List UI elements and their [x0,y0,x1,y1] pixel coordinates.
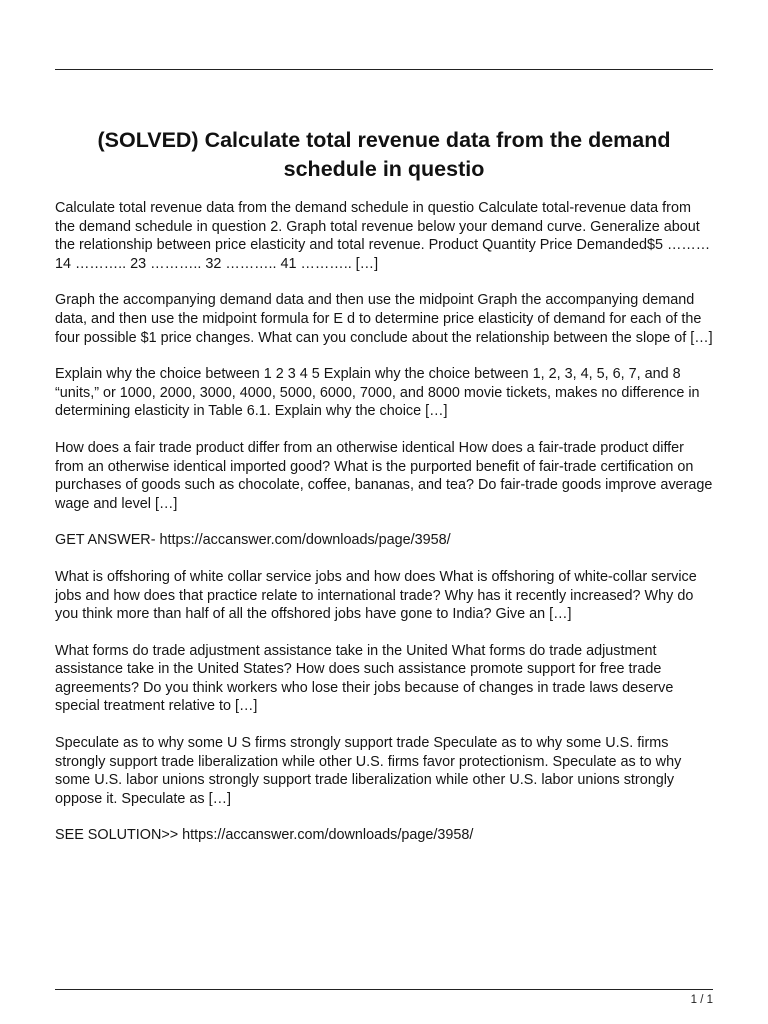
bottom-divider [55,989,713,990]
paragraph-trade-adjustment: What forms do trade adjustment assistance take in the United What forms do trade adjustment assistance take in the United States? How does such assistance promote support for free trade agreements? Do you think workers who lose their jobs because of changes in trade laws deserve special treatment relative to […] [55,642,674,715]
page-number: 1 / 1 [690,994,713,1006]
paragraph-offshoring: What is offshoring of white collar service jobs and how does What is offshoring of white-collar service jobs and how does that practice relate to international trade? Why has it recently increased? Why do you think more than half of all the offshored jobs have gone to India? Give an […] [55,568,697,623]
see-solution-link[interactable]: SEE SOLUTION>> https://accanswer.com/downloads/page/3958/ [55,827,474,844]
paragraph-fair-trade: How does a fair trade product differ from an otherwise identical How does a fair-trade product differ from an otherwise identical imported good? What is the purported benefit of fair-trade certification on purchases of goods such as chocolate, coffee, bananas, and tea? Do fair-trade goods improve average wage and level […] [55,439,713,512]
document-body [55,199,713,863]
top-divider [55,69,713,70]
get-answer-link[interactable]: GET ANSWER- https://accanswer.com/downloads/page/3958/ [55,532,451,549]
paragraph-speculate: Speculate as to why some U S firms strongly support trade Speculate as to why some U.S. firms strongly support trade liberalization while other U.S. firms favor protectionism. Speculate as to why some U.S. labor unions strongly support trade liberalization while other U.S. labor unions strongly oppose it. Speculate as […] [55,735,682,807]
document-title: (SOLVED) Calculate total revenue data from the demand schedule in questio [97,128,671,181]
paragraph-choice-units: Explain why the choice between 1 2 3 4 5 Explain why the choice between 1, 2, 3, 4, 5, 6, 7, and 8 “units,” or 1000, 2000, 3000, 4000, 5000, 6000, 7000, and 8000 movie tickets, makes no difference in determining elasticity in Table 6.1. Explain why the choice […] [55,366,700,420]
paragraph-demand-graph: Graph the accompanying demand data and then use the midpoint Graph the accompanying demand data, and then use the midpoint formula for E d to determine price elasticity of demand for each of the four possible $1 price changes. What can you conclude about the relationship between the slope of […] [55,292,713,346]
paragraph-total-revenue: Calculate total revenue data from the demand schedule in questio Calculate total-revenue data from the demand schedule in question 2. Graph total revenue below your demand curve. Generalize about the relationship between price elasticity and total revenue. Product Quantity Price Demanded$5 ……… 14 ……….. 23 ……….. 32 ……….. 41 ……….. […] [55,200,711,272]
